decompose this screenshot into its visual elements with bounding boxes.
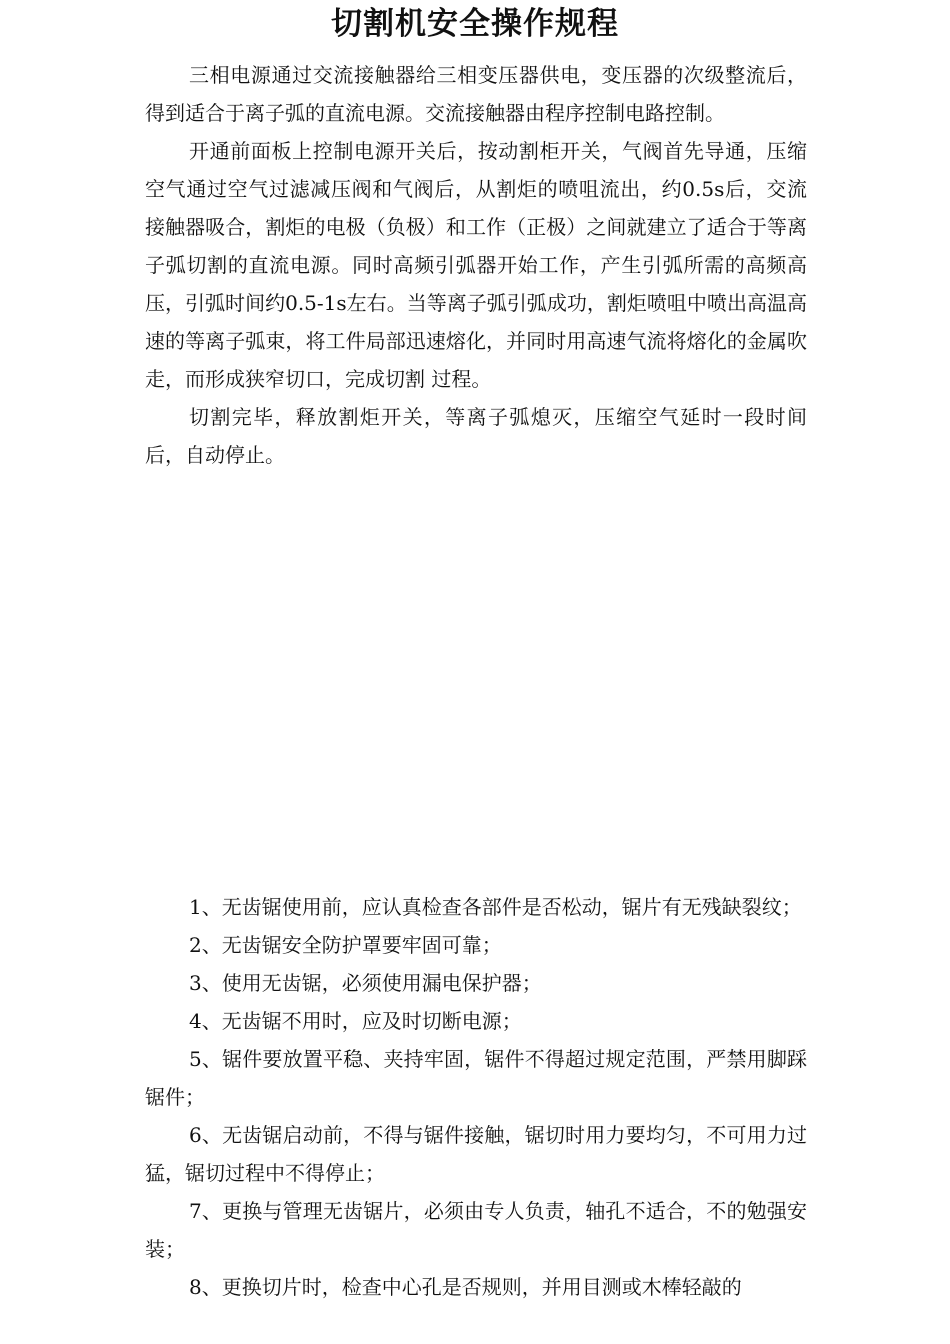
- intro-paragraph: 开通前面板上控制电源开关后，按动割柜开关，气阀首先导通，压缩空气通过空气过滤减压阀和气阀后，从割炬的喷咀流出，约0.5s后，交流接触器吸合，割炬的电极（负极）和工作（正极）之间就建立了适合于等离子弧切割的直流电源。同时高频引弧器开始工作，产生引弧所需的高频高压，引弧时间约0.5-1s左右。当等离子弧引弧成功，割炬喷咀中喷出高温高速的等离子弧束，将工件局部迅速熔化，并同时用高速气流将熔化的金属吹走，而形成狭窄切口，完成切割 过程。: [145, 139, 807, 391]
- intro-paragraph: 三相电源通过交流接触器给三相变压器供电，变压器的次级整流后，得到适合于离子弧的直流电源。交流接触器由程序控制电路控制。: [145, 63, 807, 125]
- rule-item: 5、锯件要放置平稳、夹持牢固，锯件不得超过规定范围，严禁用脚踩锯件；: [145, 1047, 807, 1109]
- rule-item: 3、使用无齿锯，必须使用漏电保护器；: [189, 971, 542, 995]
- rule-item: 4、无齿锯不用时，应及时切断电源；: [189, 1009, 522, 1033]
- rule-item: 1、无齿锯使用前，应认真检查各部件是否松动，锯片有无残缺裂纹；: [189, 895, 802, 919]
- rule-item: 6、无齿锯启动前，不得与锯件接触，锯切时用力要均匀，不可用力过猛，锯切过程中不得停止；: [145, 1123, 807, 1185]
- intro-paragraph: 切割完毕，释放割炬开关，等离子弧熄灭，压缩空气延时一段时间后，自动停止。: [145, 405, 807, 467]
- rule-item: 7、更换与管理无齿锯片，必须由专人负责，轴孔不适合，不的勉强安装；: [145, 1199, 807, 1261]
- rule-item: 8、更换切片时，检查中心孔是否规则，并用目测或木棒轻敲的: [189, 1275, 742, 1299]
- document-title: 切割机安全操作规程: [331, 6, 619, 42]
- rule-item: 2、无齿锯安全防护罩要牢固可靠；: [189, 933, 502, 957]
- rules-list: [145, 888, 807, 1306]
- intro-section: [145, 56, 807, 474]
